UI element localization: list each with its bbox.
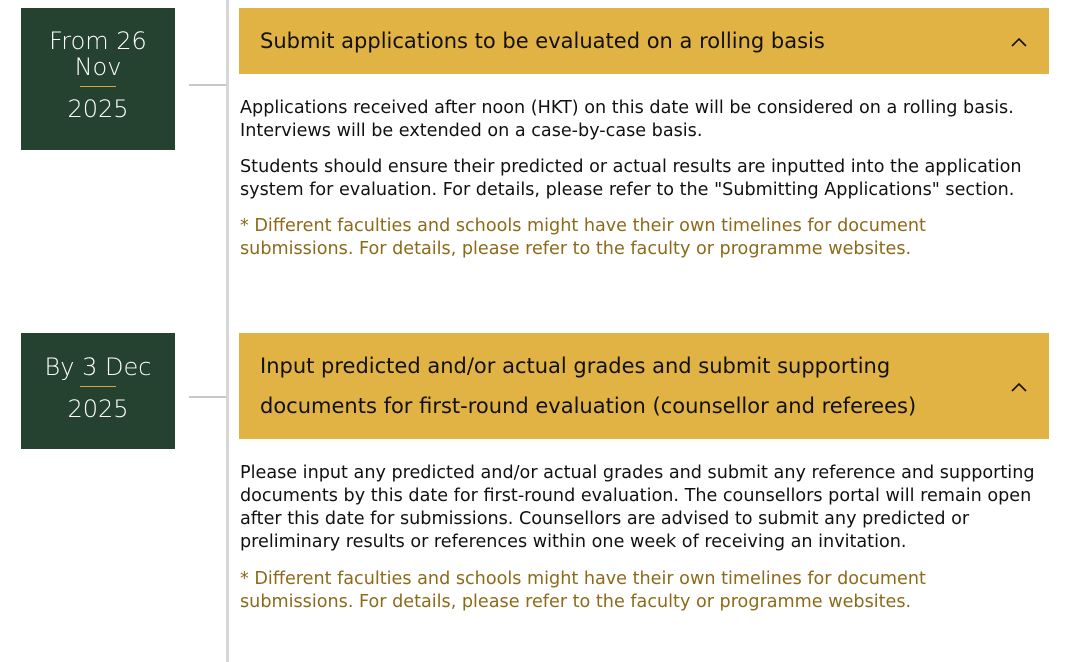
note-text: * Different faculties and schools might have their own timelines for document submissions. For details, please refer to the faculty or programme websites. bbox=[240, 569, 926, 612]
timeline-connector bbox=[189, 84, 226, 86]
chevron-up-icon[interactable] bbox=[989, 376, 1049, 397]
accordion-header[interactable] bbox=[239, 8, 1049, 74]
date-separator bbox=[80, 386, 116, 387]
date-box bbox=[21, 333, 175, 449]
timeline-line bbox=[226, 0, 229, 662]
note-text: * Different faculties and schools might have their own timelines for document submissions. For details, please refer to the faculty or programme websites. bbox=[240, 216, 926, 259]
accordion-title: Input predicted and/or actual grades and submit supporting documents for first-round evaluation (counsellor and referees) bbox=[260, 354, 917, 418]
body-paragraph: Students should ensure their predicted or actual results are inputted into the application system for evaluation. For details, please refer to the "Submitting Applications" section. bbox=[240, 157, 1022, 200]
accordion-header[interactable] bbox=[239, 333, 1049, 439]
date-year: 2025 bbox=[67, 395, 129, 423]
date-day: From 26 Nov bbox=[49, 27, 147, 81]
timeline-connector bbox=[189, 396, 226, 398]
date-year: 2025 bbox=[67, 95, 129, 123]
date-day: By 3 Dec bbox=[44, 353, 152, 381]
date-box bbox=[21, 8, 175, 150]
date-separator bbox=[80, 86, 116, 87]
accordion-title: Submit applications to be evaluated on a rolling basis bbox=[260, 29, 825, 53]
body-paragraph: Applications received after noon (HKT) on this date will be considered on a rolling basis. Interviews will be extended on a case-by-case basis. bbox=[240, 98, 1014, 141]
accordion-body bbox=[240, 462, 1040, 627]
accordion-body bbox=[240, 97, 1040, 274]
chevron-up-icon[interactable] bbox=[989, 31, 1049, 52]
body-paragraph: Please input any predicted and/or actual grades and submit any reference and supporting documents by this date for first-round evaluation. The counsellors portal will remain open after this date for submissions. Counsellors are advised to submit any predicted or preliminary results or references within one week of receiving an invitation. bbox=[240, 463, 1035, 552]
